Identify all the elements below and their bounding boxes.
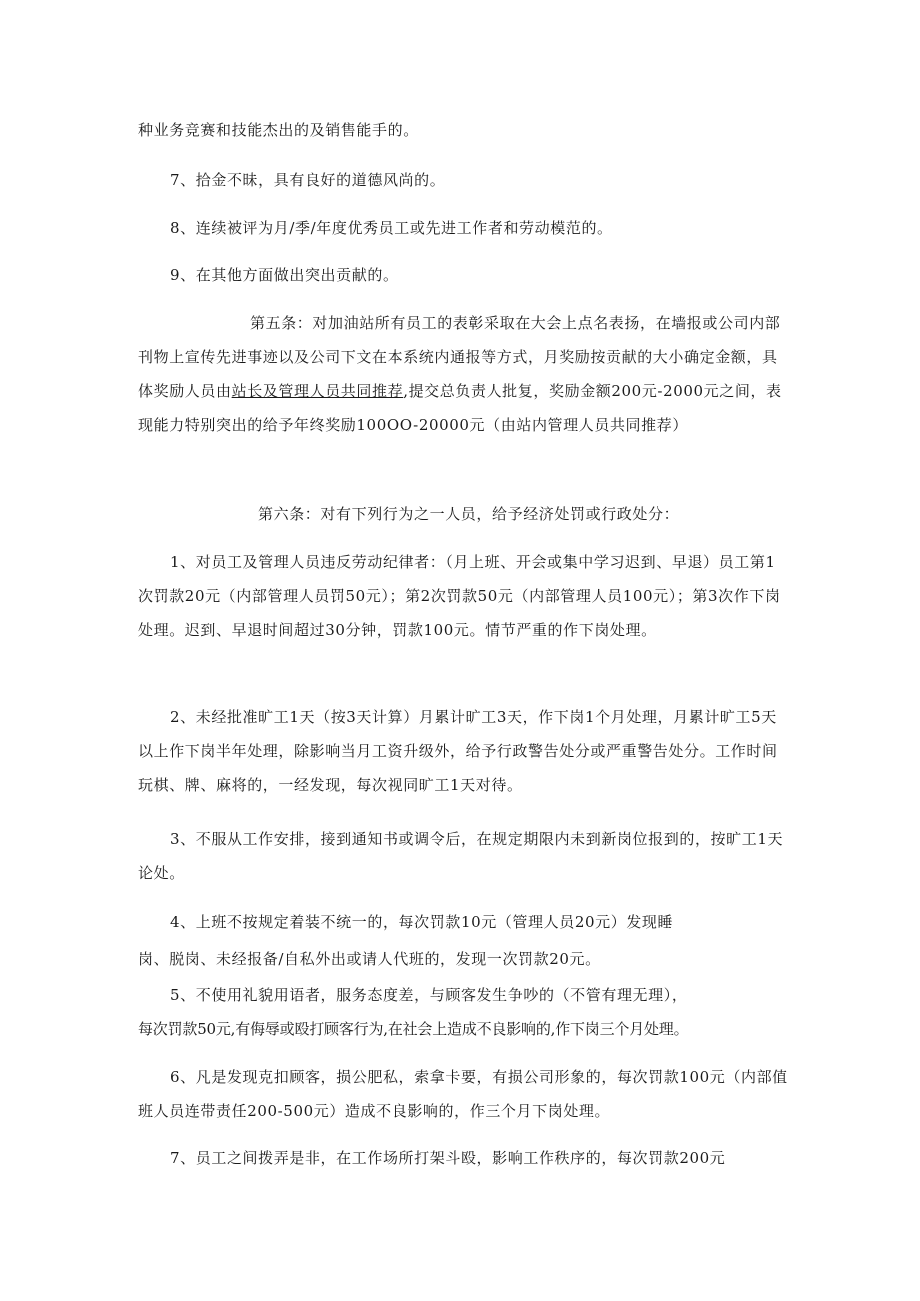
paragraph-article-6: 第六条：对有下列行为之一人员，给予经济处罚或行政处分： — [258, 505, 680, 523]
paragraph-penalty-item-5-line2: 每次罚款50元,有侮辱或殴打顾客行为,在社会上造成不良影响的,作下岗三个月处理。 — [138, 1020, 689, 1038]
paragraph-penalty-item-5-line1: 5、不使用礼貌用语者，服务态度差，与顾客发生争吵的（不管有理无理）， — [170, 986, 688, 1004]
paragraph-penalty-item-4-line2: 岗、脱岗、未经报备/自私外出或请人代班的，发现一次罚款20元。 — [138, 950, 601, 968]
paragraph-article-5 — [138, 306, 788, 442]
paragraph-award-item-cont: 种业务竞赛和技能杰出的及销售能手的。 — [138, 121, 419, 139]
paragraph-penalty-item-4-line1: 4、上班不按规定着装不统一的，每次罚款10元（管理人员20元）发现睡 — [170, 913, 674, 931]
paragraph-penalty-item-3: 3、不服从工作安排，接到通知书或调令后，在规定期限内未到新岗位报到的，按旷工1天论处。 — [138, 830, 784, 882]
paragraph-penalty-item-7: 7、员工之间拨弄是非，在工作场所打架斗殴，影响工作秩序的，每次罚款200元 — [170, 1149, 726, 1167]
paragraph-award-item-8: 8、连续被评为月/季/年度优秀员工或先进工作者和劳动模范的。 — [170, 219, 613, 237]
paragraph-penalty-item-1: 1、对员工及管理人员违反劳动纪律者：（月上班、开会或集中学习迟到、早退）员工第1次罚款20元（内部管理人员罚50元）；第2次罚款50元（内部管理人员100元）；第3次作下岗处理。迟到、早退时间超过30分钟，罚款100元。情节严重的作下岗处理。 — [138, 553, 781, 639]
article-5-text-b: ,提交总负责人批复，奖励金额200元-2000元之间，表现能力特别突出的给予年终奖励100OO-20000元（由站内管理人员共同推荐） — [138, 382, 782, 434]
paragraph-penalty-item-2: 2、未经批准旷工1天（按3天计算）月累计旷工3天，作下岗1个月处理，月累计旷工5天以上作下岗半年处理，除影响当月工资升级外，给予行政警告处分或严重警告处分。工作时间玩棋、牌、麻将的，一经发现，每次视同旷工1天对待。 — [138, 708, 778, 794]
paragraph-award-item-9: 9、在其他方面做出突出贡献的。 — [170, 266, 399, 284]
article-5-text-a: 第五条：对加油站所有员工的表彰采取在大会上点名表扬，在墙报或公司内部刊物上宣传先进事迹以及公司下文在本系统内通报等方式，月奖励按贡献的大小确定金额，具体奖励人员由 — [138, 314, 781, 400]
article-5-underlined: 站长及管理人员共同推荐 — [231, 382, 404, 400]
paragraph-penalty-item-6: 6、凡是发现克扣顾客，损公肥私，索拿卡要，有损公司形象的，每次罚款100元（内部值班人员连带责任200-500元）造成不良影响的，作三个月下岗处理。 — [138, 1068, 788, 1120]
paragraph-award-item-7: 7、拾金不昧，具有良好的道德风尚的。 — [170, 171, 446, 189]
